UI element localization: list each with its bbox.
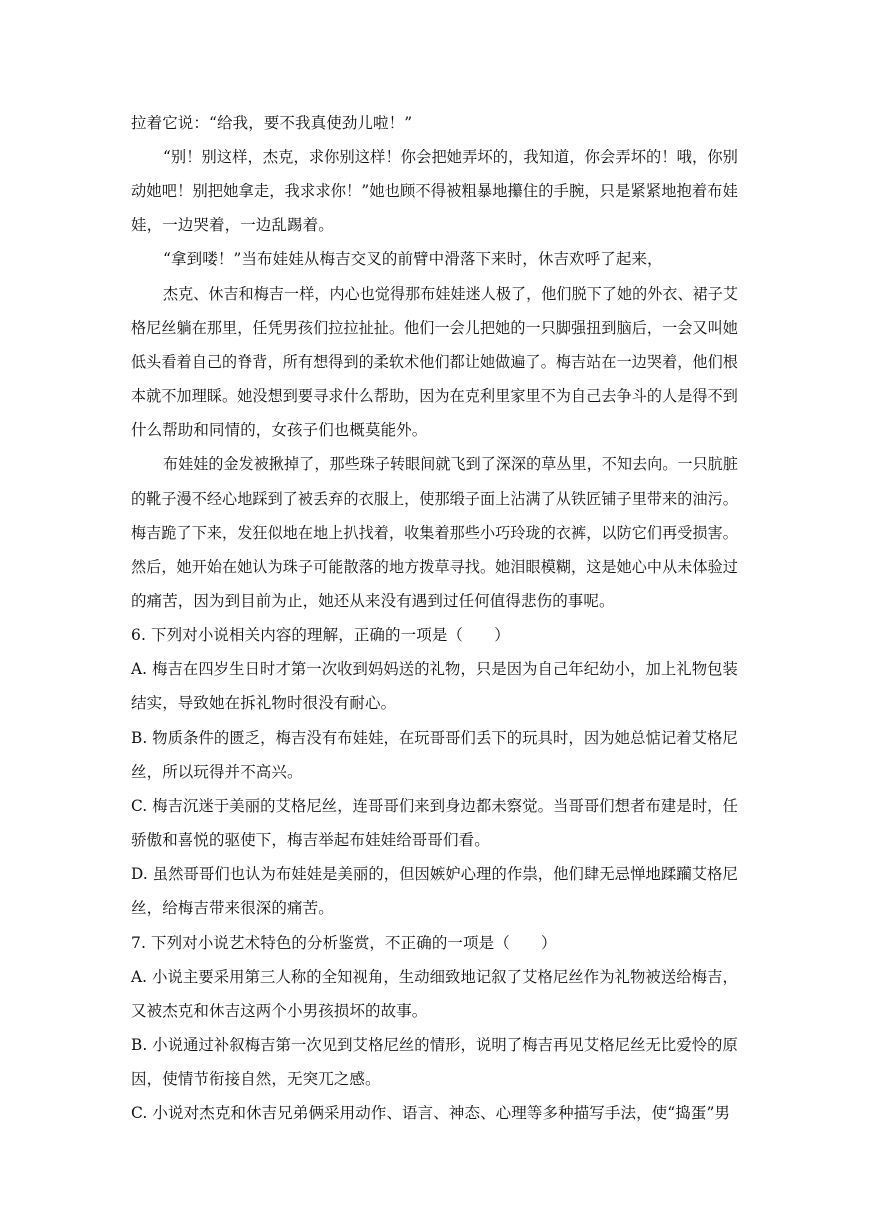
line-text: 布娃娃的金发被揪掉了，那些珠子转眼间就飞到了深深的草丛里，不知去向。一只肮脏 (163, 455, 739, 473)
q6-option-c: C. 梅吉沉迷于美丽的艾格尼丝，连哥哥们来到身边都未察觉。当哥哥们想者布建是时，任 (131, 797, 739, 815)
line-text: 的靴子漫不经心地踩到了被丢弃的衣服上，使那缎子面上沾满了从铁匠铺子里带来的油污。 (131, 490, 738, 508)
q7-option-b: B. 小说通过补叙梅吉第一次见到艾格尼丝的情形，说明了梅吉再见艾格尼丝无比爱怜的原 (131, 1036, 738, 1054)
option-line (0, 761, 869, 783)
option-line (0, 727, 869, 749)
q6-option-a: A. 梅吉在四岁生日时才第一次收到妈妈送的礼物，只是因为自己年纪幼小，加上礼物包装 (131, 660, 738, 678)
line-text: 结实，导致她在拆礼物时很没有耐心。 (131, 694, 397, 712)
text-line (0, 522, 869, 544)
text-line (0, 283, 869, 305)
line-text: 格尼丝躺在那里，任凭男孩们拉拉扯扯。他们一会儿把她的一只脚强扭到脑后，一会又叫她 (131, 319, 738, 337)
text-line (0, 385, 869, 407)
text-line (0, 180, 869, 202)
text-line (0, 419, 869, 441)
line-text: 又被杰克和休吉这两个小男孩损坏的故事。 (131, 1002, 428, 1020)
option-line (0, 1000, 869, 1022)
line-text: 什么帮助和同情的，女孩子们也概莫能外。 (131, 421, 428, 439)
option-line (0, 829, 869, 851)
line-text: “别！别这样，杰克，求你别这样！你会把她弄坏的，我知道，你会弄坏的！哦，你别 (163, 148, 738, 166)
line-text: 本就不加理睬。她没想到要寻求什么帮助，因为在克利里家里不为自己去争斗的人是得不到 (131, 387, 738, 405)
option-line (0, 795, 869, 817)
q7-option-c: C. 小说对杰克和休吉兄弟俩采用动作、语言、神态、心理等多种描写手法，使“捣蛋”男 (131, 1104, 731, 1122)
line-text: 因，使情节衔接自然，无突兀之感。 (131, 1070, 381, 1088)
line-text: 骄傲和喜悦的驱使下，梅吉举起布娃娃给哥哥们看。 (131, 831, 490, 849)
line-text: 丝，给梅吉带来很深的痛苦。 (131, 899, 334, 917)
text-line (0, 248, 869, 270)
line-text: 然后，她开始在她认为珠子可能散落的地方拨草寻找。她泪眼模糊，这是她心中从未体验过 (131, 558, 738, 576)
text-line (0, 556, 869, 578)
line-text: 拉着它说：“给我，要不我真使劲儿啦！” (131, 114, 413, 132)
text-line (0, 351, 869, 373)
line-text: 丝，所以玩得并不高兴。 (131, 763, 303, 781)
line-text: 杰克、休吉和梅吉一样，内心也觉得那布娃娃迷人极了，他们脱下了她的外衣、裙子艾 (163, 285, 739, 303)
line-text: 低头看着自己的脊背，所有想得到的柔软术他们都让她做遍了。梅吉站在一边哭着，他们根 (131, 353, 738, 371)
question-line (0, 932, 869, 954)
q7-option-a: A. 小说主要采用第三人称的全知视角，生动细致地记叙了艾格尼丝作为礼物被送给梅吉， (131, 968, 738, 986)
question-line (0, 624, 869, 646)
option-line (0, 1034, 869, 1056)
q6-option-b: B. 物质条件的匮乏，梅吉没有布娃娃，在玩哥哥们丢下的玩具时，因为她总惦记着艾格尼 (131, 729, 738, 747)
question-6-stem: 6. 下列对小说相关内容的理解，正确的一项是（ ） (131, 626, 510, 644)
text-line (0, 146, 869, 168)
text-line (0, 112, 869, 134)
option-line (0, 897, 869, 919)
line-text: “拿到喽！”当布娃娃从梅吉交叉的前臂中滑落下来时，休吉欢呼了起来， (163, 250, 663, 268)
q6-option-d: D. 虽然哥哥们也认为布娃娃是美丽的，但因嫉妒心理的作祟，他们肆无忌惮地蹂躏艾格尼 (131, 865, 738, 883)
line-text: 梅吉跪了下来，发狂似地在地上扒找着，收集着那些小巧玲珑的衣裤，以防它们再受损害。 (131, 524, 738, 542)
text-line (0, 590, 869, 612)
text-line (0, 317, 869, 339)
line-text: 的痛苦，因为到目前为止，她还从来没有遇到过任何值得悲伤的事呢。 (131, 592, 615, 610)
option-line (0, 863, 869, 885)
line-text: 娃，一边哭着，一边乱踢着。 (131, 216, 334, 234)
option-line (0, 692, 869, 714)
option-line (0, 658, 869, 680)
text-line (0, 214, 869, 236)
text-line (0, 453, 869, 475)
text-line (0, 488, 869, 510)
question-7-stem: 7. 下列对小说艺术特色的分析鉴赏，不正确的一项是（ ） (131, 934, 557, 952)
line-text: 动她吧！别把她拿走，我求求你！”她也顾不得被粗暴地攥住的手腕，只是紧紧地抱着布娃 (131, 182, 739, 200)
option-line (0, 1102, 869, 1124)
option-line (0, 1068, 869, 1090)
option-line (0, 966, 869, 988)
